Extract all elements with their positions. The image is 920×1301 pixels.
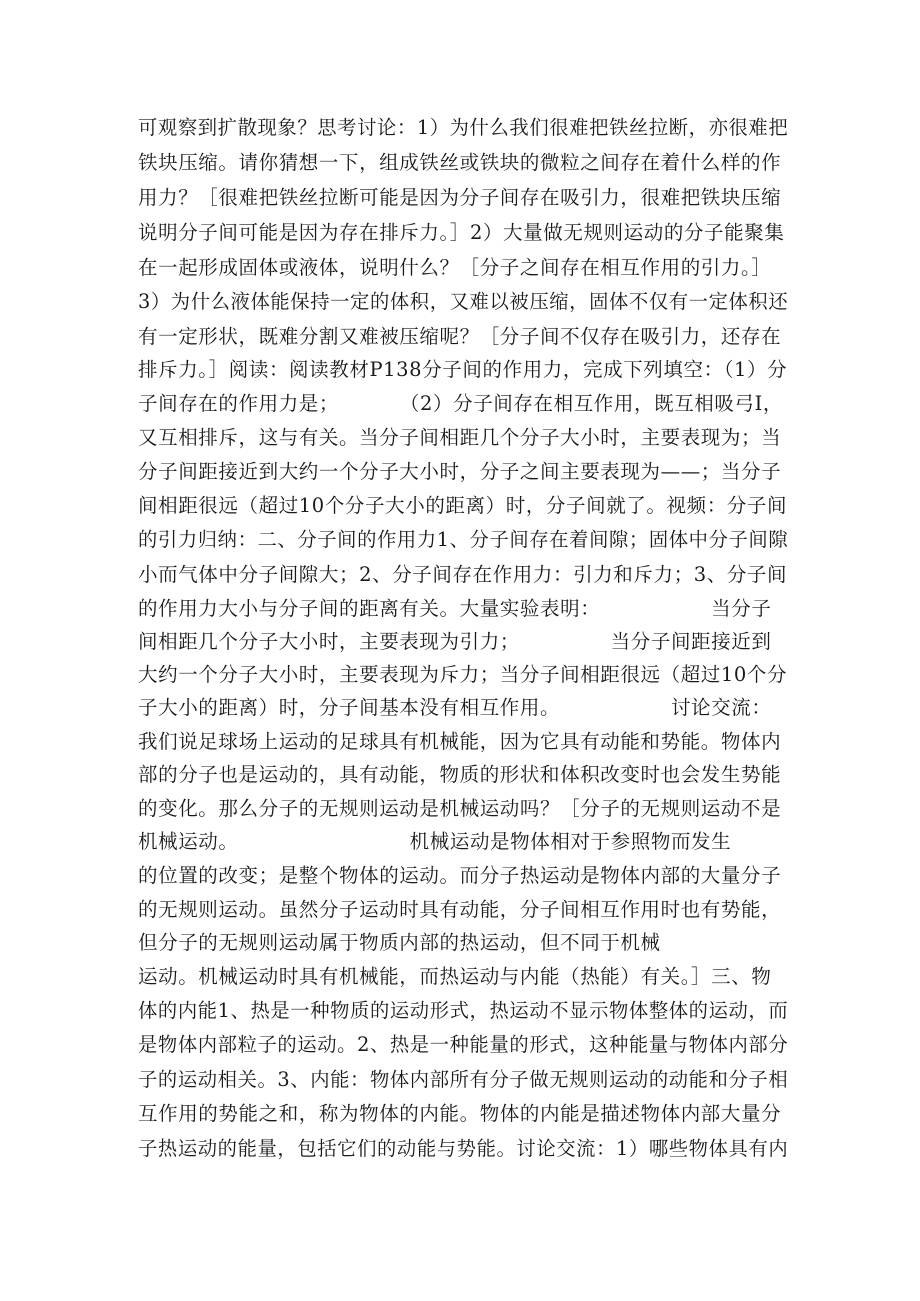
text-line: 子的运动相关。3、内能：物体内部所有分子做无规则运动的动能和分子相 (138, 1068, 789, 1091)
text-line: 子间存在的作用力是； （2）分子间存在相互作用，既互相吸弓I， (138, 392, 784, 415)
text-line: 机械运动。 机械运动是物体相对于参照物而发生 (138, 830, 732, 853)
text-line: 间相距几个分子大小时，主要表现为引力； 当分子间距接近到 (138, 630, 772, 653)
text-line: 大约一个分子大小时，主要表现为斥力；当分子间相距很远（超过10个分 (138, 663, 788, 686)
text-line: 的无规则运动。虽然分子运动时具有动能，分子间相互作用时也有势能， (138, 898, 782, 921)
text-line: 互作用的势能之和，称为物体的内能。物体的内能是描述物体内部大量分 (138, 1102, 782, 1125)
text-line: 是物体内部粒子的运动。2、热是一种能量的形式，这种能量与物体内部分 (138, 1033, 789, 1056)
text-line: 小而气体中分子间隙大；2、分子间存在作用力：引力和斥力；3、分子间 (138, 563, 788, 586)
text-line: 部的分子也是运动的，具有动能，物质的形状和体积改变时也会发生势能 (138, 763, 782, 786)
text-line: 用力？［很难把铁丝拉断可能是因为分子间存在吸引力，很难把铁块压缩 (138, 186, 782, 209)
text-line: 的引力归纳：二、分子间的作用力1、分子间存在着间隙；固体中分子间隙 (138, 528, 789, 551)
text-line: 有一定形状，既难分割又难被压缩呢？［分子间不仅存在吸引力，还存在 (138, 325, 782, 348)
text-line: 又互相排斥，这与有关。当分子间相距几个分子大小时，主要表现为；当 (138, 426, 782, 449)
text-line: 子大小的距离）时，分子间基本没有相互作用。 讨论交流： (138, 696, 772, 719)
text-line: 说明分子间可能是因为存在排斥力。］2）大量做无规则运动的分子能聚集 (138, 221, 785, 244)
text-line: 在一起形成固体或液体，说明什么？［分子之间存在相互作用的引力。］ (138, 256, 772, 279)
text-line: 铁块压缩。请你猜想一下，组成铁丝或铁块的微粒之间存在着什么样的作 (138, 151, 782, 174)
text-line: 可观察到扩散现象？思考讨论：1）为什么我们很难把铁丝拉断，亦很难把 (138, 116, 789, 139)
text-line: 分子间距接近到大约一个分子大小时，分子之间主要表现为——；当分子 (138, 460, 782, 483)
text-line: 排斥力。］阅读：阅读教材P138分子间的作用力，完成下列填空：（1）分 (138, 358, 788, 381)
text-line: 我们说足球场上运动的足球具有机械能，因为它具有动能和势能。物体内 (138, 730, 782, 753)
text-line: 的位置的改变；是整个物体的运动。而分子热运动是物体内部的大量分子 (138, 864, 782, 887)
text-line: 3）为什么液体能保持一定的体积，又难以被压缩，固体不仅有一定体积还 (138, 290, 789, 313)
text-line: 体的内能1、热是一种物质的运动形式，热运动不显示物体整体的运动，而 (138, 999, 789, 1022)
text-line: 运动。机械运动时具有机械能，而热运动与内能（热能）有关。］三、物 (138, 965, 772, 988)
text-line: 但分子的无规则运动属于物质内部的热运动，但不同于机械 (138, 931, 661, 954)
text-line: 的变化。那么分子的无规则运动是机械运动吗？［分子的无规则运动不是 (138, 797, 782, 820)
text-line: 的作用力大小与分子间的距离有关。大量实验表明： 当分子 (138, 597, 772, 620)
text-line: 间相距很远（超过10个分子大小的距离）时，分子间就了。视频：分子间 (138, 494, 788, 517)
text-line: 子热运动的能量，包括它们的动能与势能。讨论交流：1）哪些物体具有内 (138, 1137, 789, 1160)
